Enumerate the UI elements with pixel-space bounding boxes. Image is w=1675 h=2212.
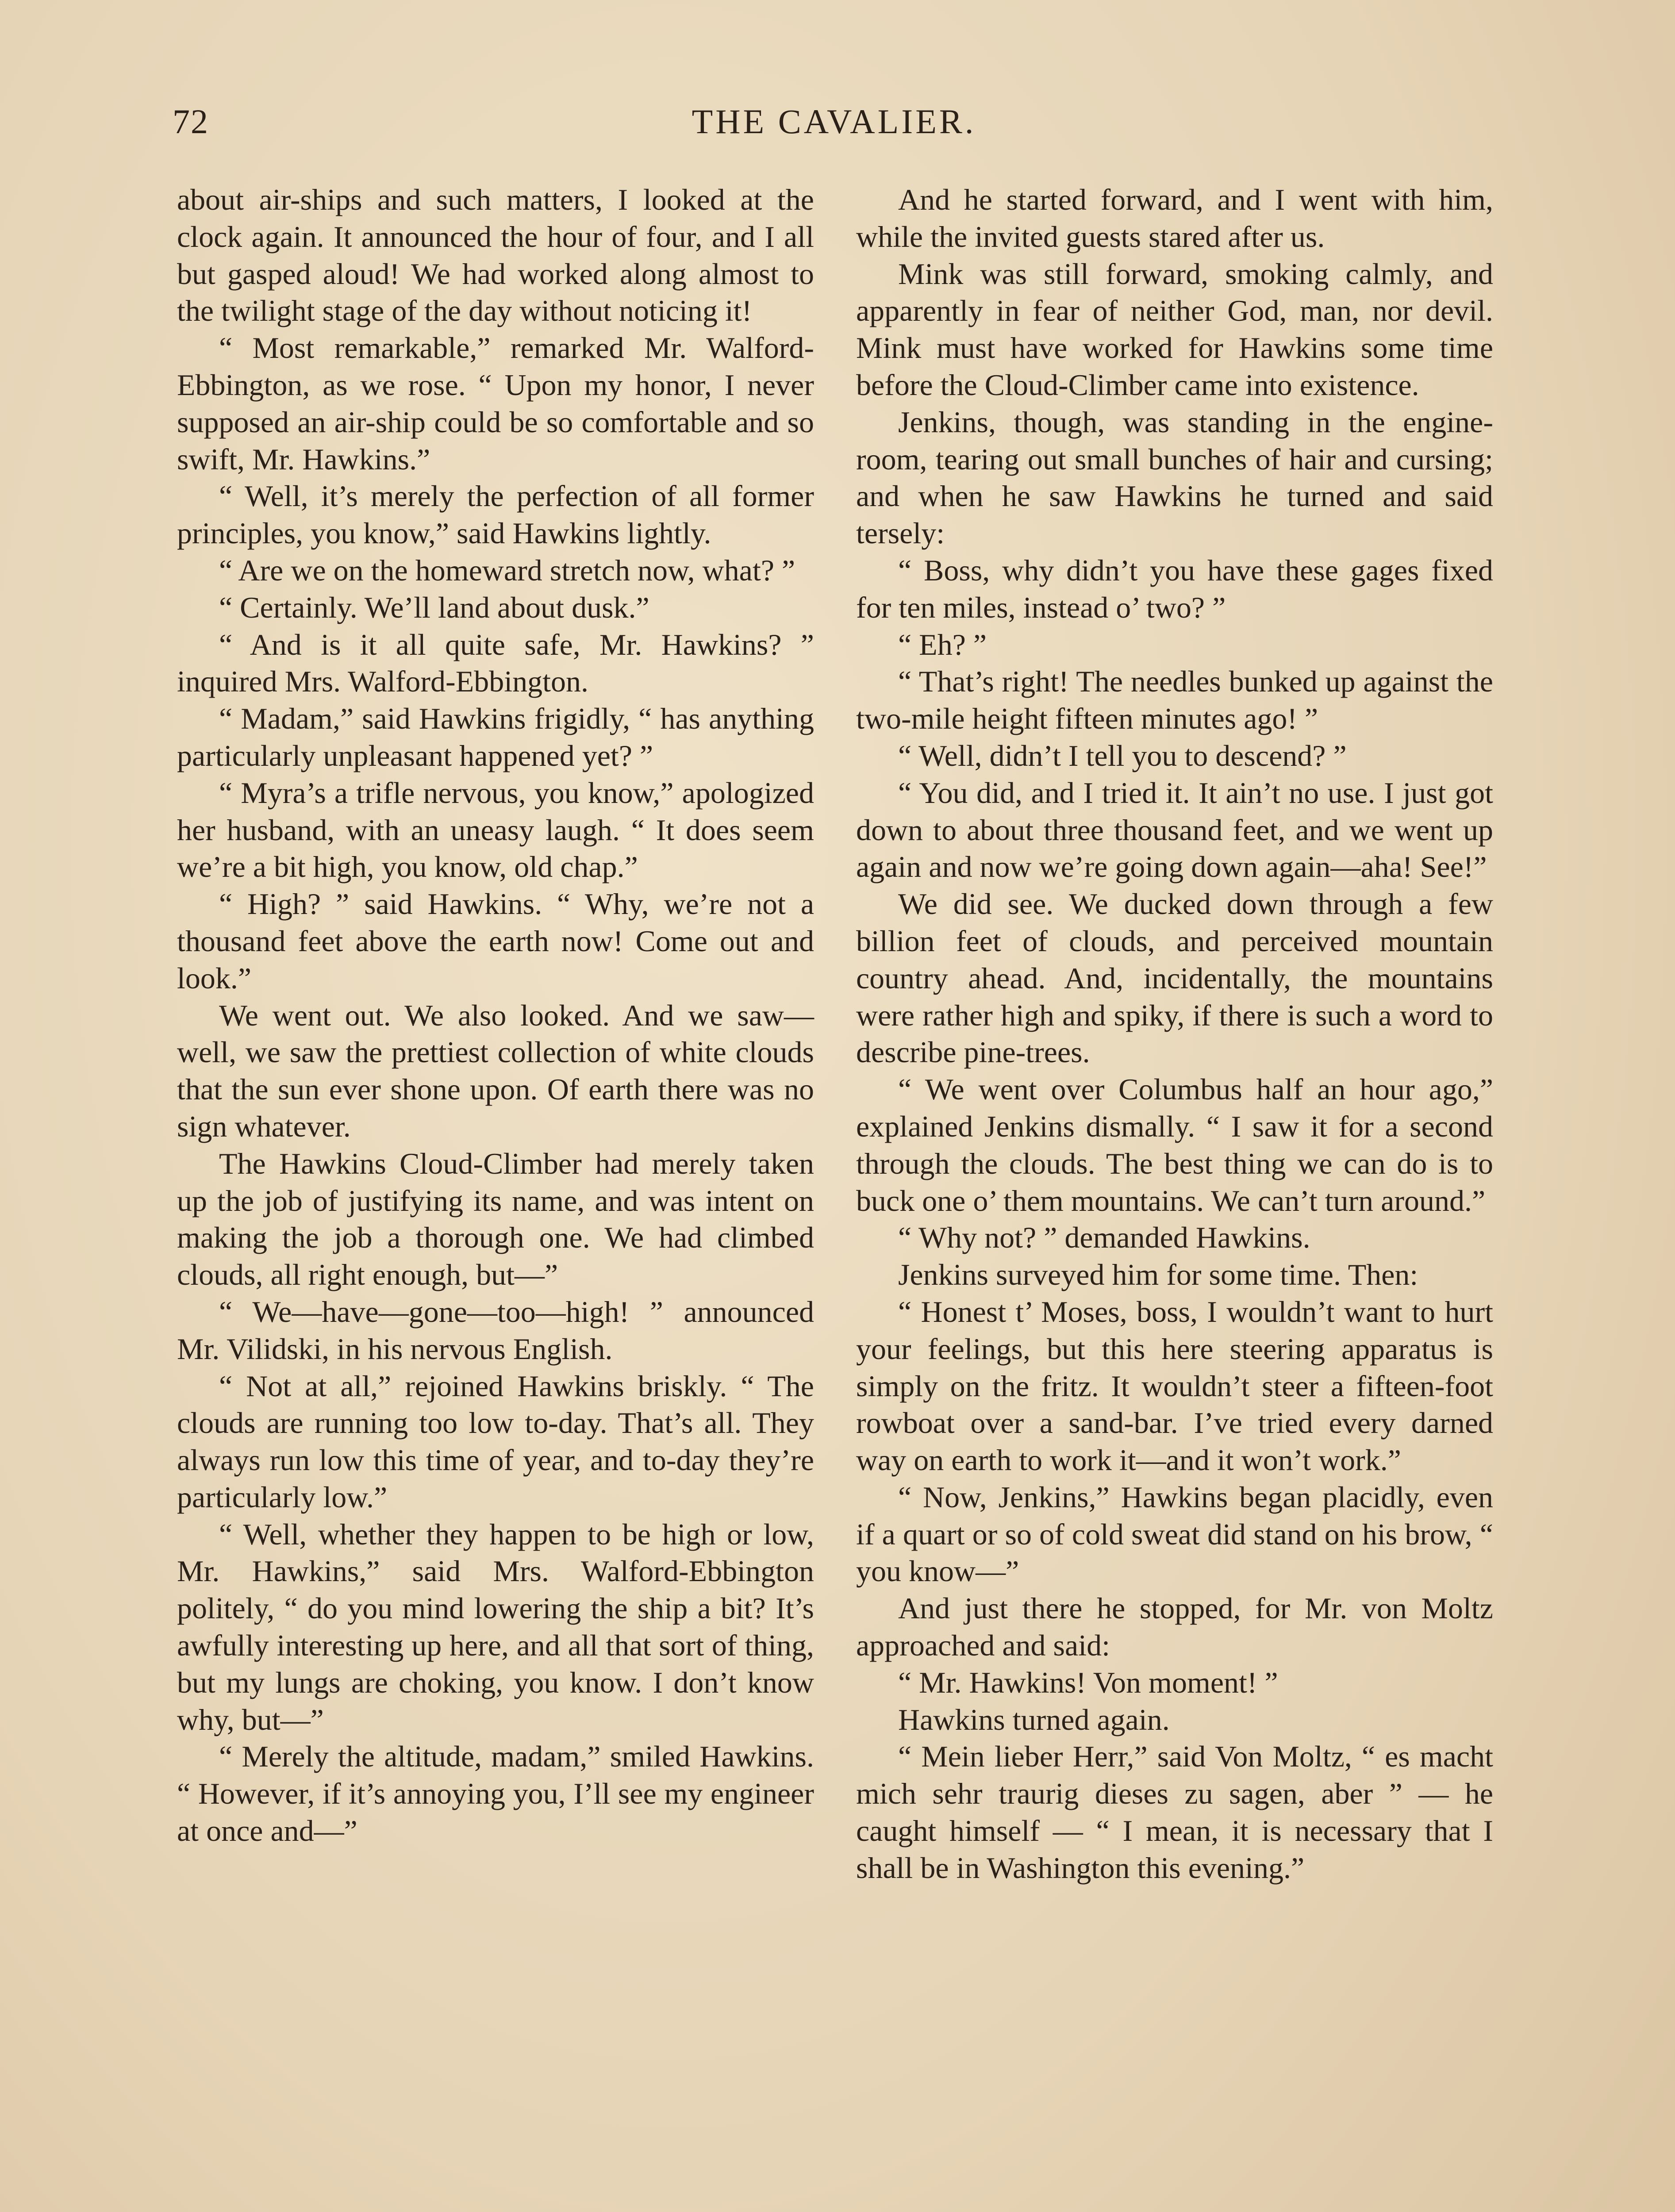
paragraph: We did see. We ducked down through a few billion feet of clouds, and perceived mountain country ahead. And, incidentally, the mountains were rather high and spiky, if there is such a word to describe pine-trees. — [856, 887, 1493, 1069]
page-header — [173, 102, 1495, 155]
paragraph: “ Well, it’s merely the perfection of all former principles, you know,” said Hawkins lightly. — [177, 479, 814, 550]
paragraph: “ Now, Jenkins,” Hawkins began placidly, even if a quart or so of cold sweat did stand on his brow, “ you know—” — [856, 1480, 1493, 1588]
paragraph: “ Well, whether they happen to be high or low, Mr. Hawkins,” said Mrs. Walford-Ebbington politely, “ do you mind lowering the ship a bit? It’s awfully interesting up here, and all that sort of thing, but my lungs are choking, you know. I don’t know why, but—” — [177, 1517, 814, 1736]
left-column — [177, 181, 814, 1850]
paragraph: And he started forward, and I went with him, while the invited guests stared after us. — [856, 183, 1493, 253]
paragraph: “ Honest t’ Moses, boss, I wouldn’t want to hurt your feelings, but this here steering apparatus is simply on the fritz. It wouldn’t steer a fifteen-foot rowboat over a sand-bar. I’ve tried every darned way on earth to work it—and it won’t work.” — [856, 1294, 1493, 1477]
paragraph: “ Boss, why didn’t you have these gages fixed for ten miles, instead o’ two? ” — [856, 553, 1493, 624]
paragraph: “ High? ” said Hawkins. “ Why, we’re not a thousand feet above the earth now! Come out and look.” — [177, 887, 814, 995]
paragraph: “ Myra’s a trifle nervous, you know,” apologized her husband, with an uneasy laugh. “ It does seem we’re a bit high, you know, old chap.” — [177, 776, 814, 884]
paragraph: “ Not at all,” rejoined Hawkins briskly. “ The clouds are running too low to-day. That’s all. They always run low this time of year, and to-day they’re particularly low.” — [177, 1369, 814, 1514]
paragraph: Mink was still forward, smoking calmly, and apparently in fear of neither God, man, nor devil. Mink must have worked for Hawkins some time before the Cloud-Climber came into existence. — [856, 257, 1493, 402]
paragraph: about air-ships and such matters, I looked at the clock again. It announced the hour of four, and I all but gasped aloud! We had worked along almost to the twilight stage of the day without noticing it! — [177, 183, 814, 328]
paragraph: Hawkins turned again. — [898, 1702, 1170, 1736]
running-title: THE CAVALIER. — [692, 102, 976, 141]
paragraph: We went out. We also looked. And we saw—well, we saw the prettiest collection of white clouds that the sun ever shone upon. Of earth there was no sign whatever. — [177, 998, 814, 1143]
paragraph: “ You did, and I tried it. It ain’t no use. I just got down to about three thousand feet, and we went up again and now we’re going down again—aha! See!” — [856, 776, 1493, 884]
paragraph: “ Eh? ” — [898, 627, 987, 661]
paragraph: The Hawkins Cloud-Climber had merely taken up the job of justifying its name, and was intent on making the job a thorough one. We had climbed clouds, all right enough, but—” — [177, 1146, 814, 1292]
right-column — [856, 181, 1493, 1887]
paragraph: “ We went over Columbus half an hour ago,” explained Jenkins dismally. “ I saw it for a second through the clouds. The best thing we can do is to buck one o’ them mountains. We can’t turn around.” — [856, 1072, 1493, 1217]
paragraph: “ Madam,” said Hawkins frigidly, “ has anything particularly unpleasant happened yet? ” — [177, 702, 814, 772]
paragraph: “ Are we on the homeward stretch now, what? ” — [219, 553, 795, 587]
paragraph: And just there he stopped, for Mr. von Moltz approached and said: — [856, 1591, 1493, 1663]
paragraph: “ Certainly. We’ll land about dusk.” — [219, 590, 649, 624]
paragraph: “ And is it all quite safe, Mr. Hawkins? ” inquired Mrs. Walford-Ebbington. — [177, 627, 814, 699]
paragraph: Jenkins, though, was standing in the engine-room, tearing out small bunches of hair and cursing; and when he saw Hawkins he turned and said tersely: — [856, 405, 1493, 550]
paragraph: “ We—have—gone—too—high! ” announced Mr. Vilidski, in his nervous English. — [177, 1294, 814, 1366]
paragraph: “ Most remarkable,” remarked Mr. Walford-Ebbington, as we rose. “ Upon my honor, I never supposed an air-ship could be so comfortable and so swift, Mr. Hawkins.” — [177, 331, 814, 476]
paragraph: “ Mr. Hawkins! Von moment! ” — [898, 1665, 1278, 1699]
paragraph: “ Why not? ” demanded Hawkins. — [898, 1221, 1310, 1255]
paragraph: “ Well, didn’t I tell you to descend? ” — [898, 738, 1347, 772]
page-number: 72 — [173, 102, 209, 141]
paragraph: “ Merely the altitude, madam,” smiled Hawkins. “ However, if it’s annoying you, I’ll see my engineer at once and—” — [177, 1740, 814, 1848]
paragraph: “ Mein lieber Herr,” said Von Moltz, “ es macht mich sehr traurig dieses zu sagen, aber ” — he caught himself — “ I mean, it is necessary that I shall be in Washington this evening.” — [856, 1740, 1493, 1885]
paragraph: Jenkins surveyed him for some time. Then: — [898, 1258, 1418, 1292]
paragraph: “ That’s right! The needles bunked up against the two-mile height fifteen minutes ago! ” — [856, 664, 1493, 736]
